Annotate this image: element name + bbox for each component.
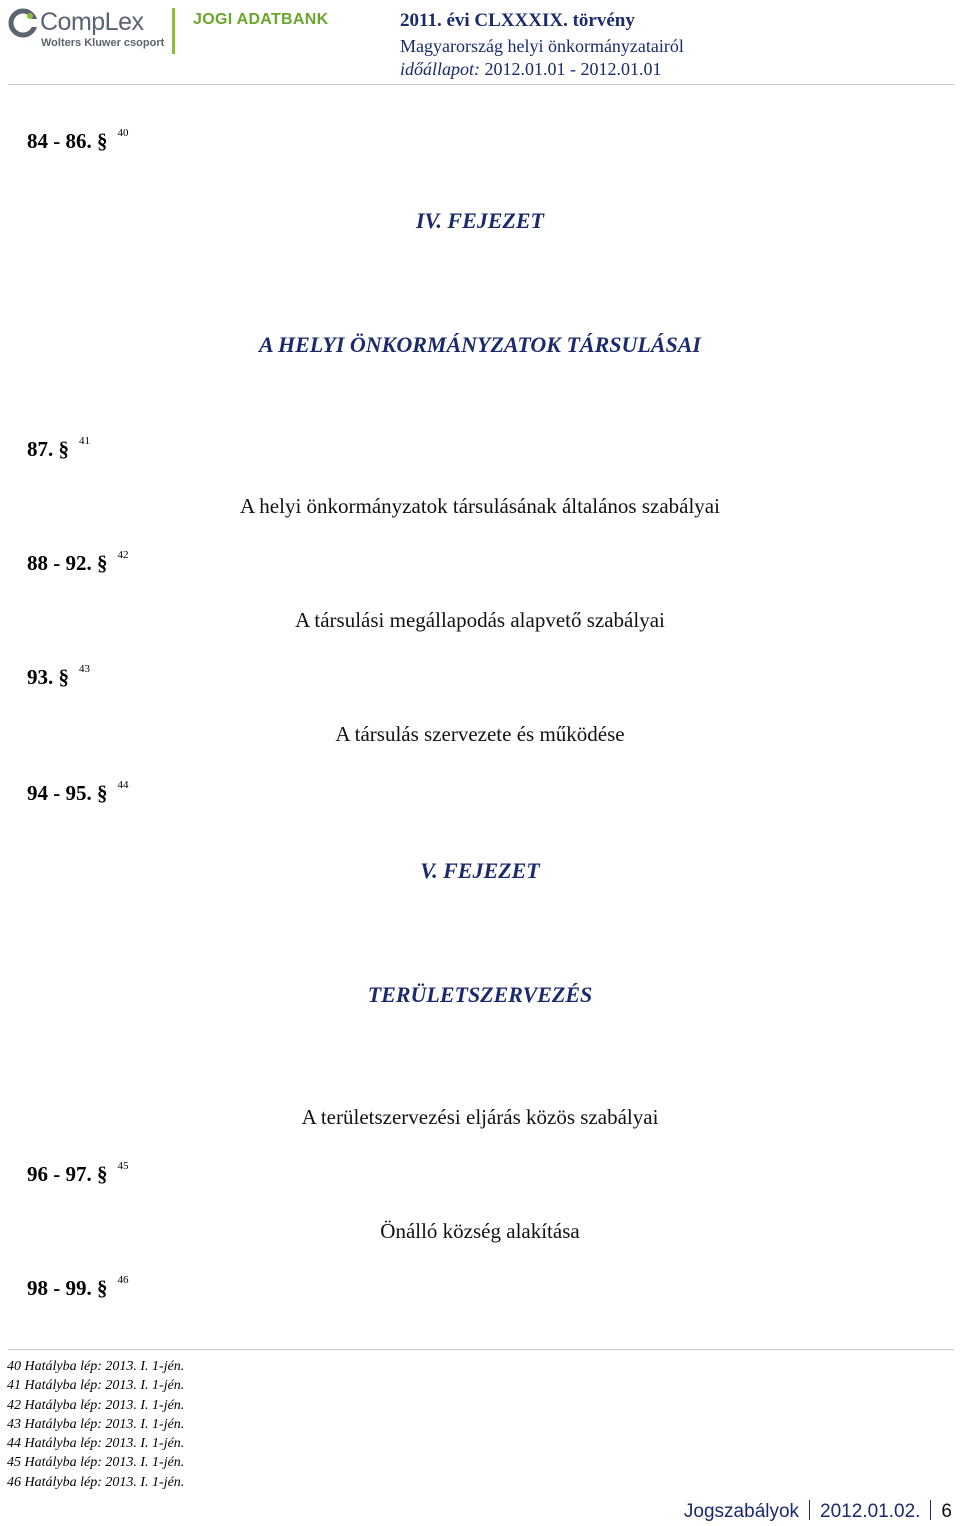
subtitle-independent-village: Önálló község alakítása bbox=[380, 1219, 580, 1243]
footnote-ref[interactable]: 45 bbox=[117, 1160, 129, 1172]
section-sign: § bbox=[97, 1162, 108, 1186]
time-state bbox=[400, 59, 662, 80]
section-87 bbox=[27, 437, 90, 462]
section-96-97 bbox=[27, 1162, 129, 1187]
footnote-ref[interactable]: 44 bbox=[117, 779, 129, 791]
footnote-divider bbox=[8, 1349, 954, 1350]
footnote: 45 Hatályba lép: 2013. I. 1-jén. bbox=[7, 1455, 185, 1471]
complex-logo-text: CompLex bbox=[40, 8, 144, 36]
footnote: 40 Hatályba lép: 2013. I. 1-jén. bbox=[7, 1359, 185, 1374]
time-state-value: 2012.01.01 - 2012.01.01 bbox=[484, 59, 662, 79]
section-sign: § bbox=[97, 129, 108, 153]
page-footer bbox=[684, 1500, 952, 1523]
section-label: 88 - 92. bbox=[27, 551, 92, 575]
section-93 bbox=[27, 665, 90, 690]
subtitle-procedure-rules: A területszervezési eljárás közös szabályai bbox=[301, 1105, 659, 1129]
footnote-list bbox=[7, 1357, 184, 1492]
complex-logo-subtitle: Wolters Kluwer csoport bbox=[41, 37, 165, 49]
subtitle-general-rules: A helyi önkormányzatok társulásának általános szabályai bbox=[240, 494, 720, 518]
section-sign: § bbox=[97, 781, 108, 805]
chapter-4-title: A HELYI ÖNKORMÁNYZATOK TÁRSULÁSAI bbox=[259, 332, 701, 357]
page-number: 6 bbox=[941, 1501, 952, 1522]
footer-separator bbox=[930, 1500, 931, 1520]
section-84-86 bbox=[27, 129, 129, 154]
section-label: 87. bbox=[27, 437, 54, 461]
footnote-ref[interactable]: 43 bbox=[79, 663, 90, 675]
section-label: 93. bbox=[27, 665, 54, 689]
section-88-92 bbox=[27, 551, 129, 576]
section-label: 94 - 95. bbox=[27, 781, 92, 805]
section-sign: § bbox=[58, 665, 69, 689]
footnote-ref[interactable]: 42 bbox=[117, 549, 129, 561]
section-sign: § bbox=[97, 551, 108, 575]
footnote: 41 Hatályba lép: 2013. I. 1-jén. bbox=[7, 1378, 185, 1394]
jogi-adatbank-logo: JOGI ADATBANK bbox=[193, 11, 329, 28]
footnote: 44 Hatályba lép: 2013. I. 1-jén. bbox=[7, 1436, 185, 1452]
complex-logo-icon bbox=[8, 8, 38, 38]
section-sign: § bbox=[97, 1276, 108, 1300]
footnote-ref[interactable]: 46 bbox=[117, 1274, 129, 1286]
chapter-5-heading: V. FEJEZET bbox=[420, 858, 540, 883]
complex-logo bbox=[8, 6, 168, 52]
law-subtitle: Magyarország helyi önkormányzatairól bbox=[400, 36, 684, 56]
section-sign: § bbox=[58, 437, 69, 461]
chapter-4-heading: IV. FEJEZET bbox=[416, 208, 544, 233]
section-94-95 bbox=[27, 781, 129, 806]
time-state-label: időállapot: bbox=[400, 59, 480, 79]
logo-divider bbox=[172, 8, 175, 54]
law-title: 2011. évi CLXXXIX. törvény bbox=[400, 10, 635, 31]
footnote-ref[interactable]: 41 bbox=[79, 435, 90, 447]
section-98-99 bbox=[27, 1276, 129, 1301]
header-divider bbox=[8, 84, 954, 85]
section-label: 98 - 99. bbox=[27, 1276, 92, 1300]
footnote-ref[interactable]: 40 bbox=[117, 127, 129, 139]
footnote: 46 Hatályba lép: 2013. I. 1-jén. bbox=[7, 1474, 185, 1490]
footnote: 42 Hatályba lép: 2013. I. 1-jén. bbox=[7, 1397, 185, 1413]
subtitle-organization: A társulás szervezete és működése bbox=[335, 722, 625, 746]
subtitle-agreement-rules: A társulási megállapodás alapvető szabályai bbox=[295, 608, 665, 632]
section-label: 96 - 97. bbox=[27, 1162, 92, 1186]
chapter-5-title: TERÜLETSZERVEZÉS bbox=[367, 982, 593, 1007]
footnote: 43 Hatályba lép: 2013. I. 1-jén. bbox=[7, 1416, 185, 1432]
footer-source: Jogszabályok bbox=[683, 1501, 800, 1522]
footer-date: 2012.01.02. bbox=[820, 1501, 921, 1522]
footer-separator bbox=[809, 1500, 810, 1520]
section-label: 84 - 86. bbox=[27, 129, 92, 153]
